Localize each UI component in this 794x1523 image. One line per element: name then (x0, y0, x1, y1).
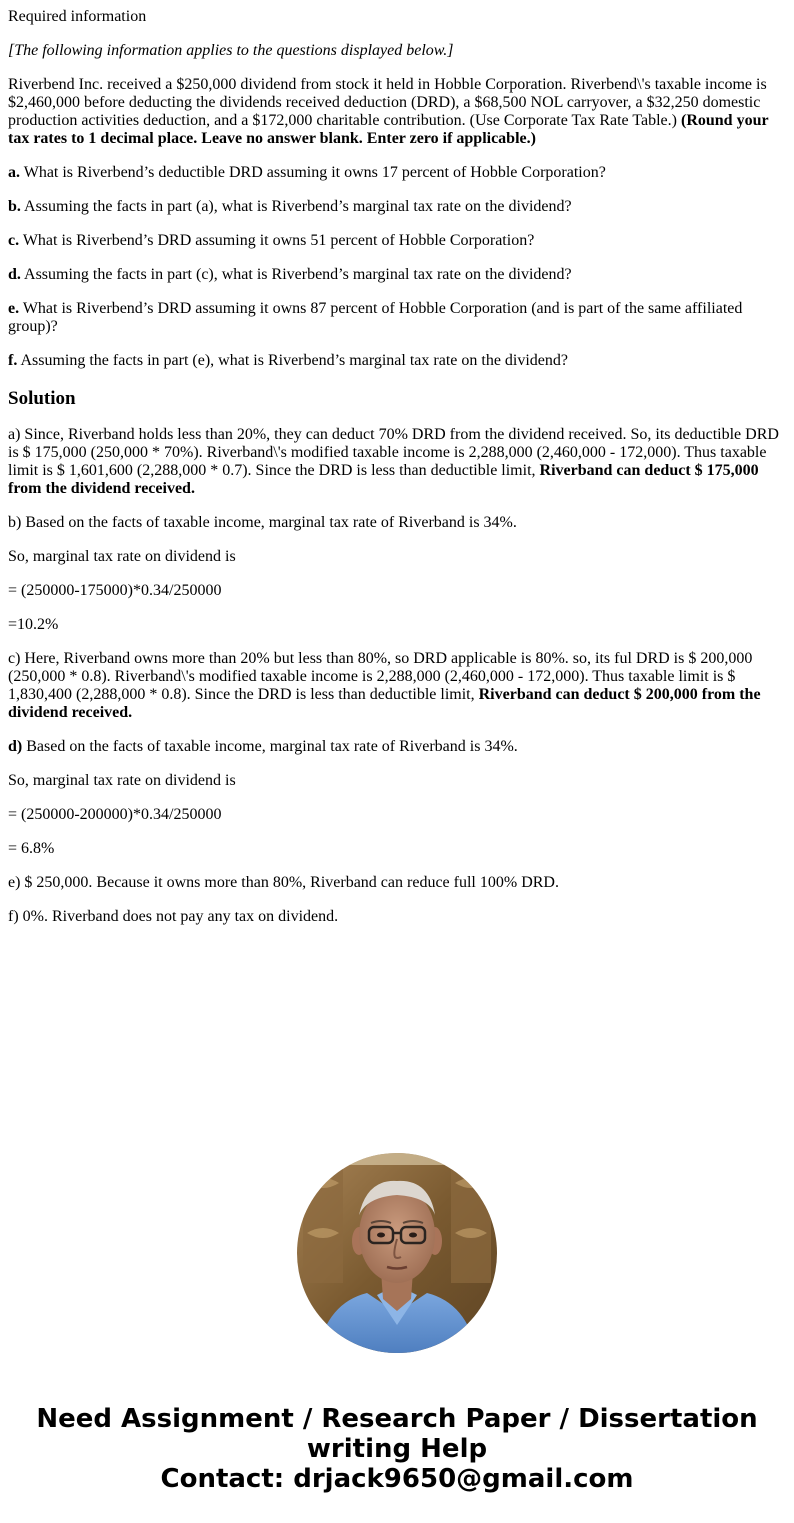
solution-a-text: a) Since, Riverband holds less than 20%, they can deduct 70% DRD from the dividend received. So, its deductible DRD is $ 175,000 (250,000 * 70%). Riverband\'s modified taxable income is 2,288,000 (2,460,000 - 172,000). Thus taxable limit is $ 1,601,600 (2,288,000 * 0.7). Since the DRD is less than deductible limit, (8, 426, 779, 479)
question-body (8, 76, 784, 148)
part-text: Assuming the facts in part (c), what is Riverbend’s marginal tax rate on the dividend? (20, 266, 572, 283)
solution-d-formula: = (250000-200000)*0.34/250000 (8, 806, 222, 823)
promo-banner (0, 1404, 794, 1494)
part-letter: d. (8, 266, 21, 283)
question-part-a (8, 164, 784, 182)
question-part-e (8, 300, 784, 336)
part-text: What is Riverbend’s DRD assuming it owns 51 percent of Hobble Corporation? (19, 232, 535, 249)
info-note-text: [The following information applies to the questions displayed below.] (8, 42, 454, 59)
question-part-f (8, 352, 784, 370)
solution-c (8, 650, 784, 722)
part-letter: b. (8, 198, 21, 215)
solution-d-line: So, marginal tax rate on dividend is (8, 772, 236, 789)
part-text: What is Riverbend’s DRD assuming it owns 87 percent of Hobble Corporation (and is part of the same affiliated group)? (8, 300, 743, 335)
solution-d-label: d) (8, 738, 23, 755)
promo-line: Need Assignment / Research Paper / Dissertation (36, 1404, 758, 1434)
solution-heading: Solution (8, 388, 76, 409)
author-avatar (297, 1153, 497, 1353)
solution-d (8, 738, 784, 756)
solution-b-line: b) Based on the facts of taxable income, marginal tax rate of Riverband is 34%. (8, 514, 517, 531)
solution-a (8, 426, 784, 498)
question-instruction: (Round your tax rates to 1 decimal place. Leave no answer blank. Enter zero if applicable.) (8, 112, 769, 147)
solution-b-formula: = (250000-175000)*0.34/250000 (8, 582, 222, 599)
promo-line: writing Help (306, 1434, 488, 1464)
question-part-d (8, 266, 784, 284)
page-content (8, 8, 784, 942)
part-letter: c. (8, 232, 20, 249)
part-text: What is Riverbend’s deductible DRD assuming it owns 17 percent of Hobble Corporation? (20, 164, 606, 181)
question-part-c (8, 232, 784, 250)
solution-c-conclusion: Riverband can deduct $ 200,000 from the dividend received. (8, 686, 761, 721)
part-text: Assuming the facts in part (a), what is Riverbend’s marginal tax rate on the dividend? (20, 198, 572, 215)
required-info-header: Required information (8, 8, 147, 25)
question-body-text: Riverbend Inc. received a $250,000 dividend from stock it held in Hobble Corporation. Riverbend\'s taxable income is $2,460,000 before deducting the dividends received deduction (DRD), a $68,500 NOL carryover, a $32,250 domestic production activities deduction, and a $172,000 charitable contribution. (Use Corporate Tax Rate Table.) (8, 76, 767, 129)
solution-c-text: c) Here, Riverband owns more than 20% but less than 80%, so DRD applicable is 80%. so, its ful DRD is $ 200,000 (250,000 * 0.8). Riverband\'s modified taxable income is 2,288,000 (2,460,000 - 172,000). Thus taxable limit is $ 1,830,400 (2,288,000 * 0.8). Since the DRD is less than deductible limit, (8, 650, 753, 703)
part-letter: f. (8, 352, 18, 369)
part-letter: a. (8, 164, 20, 181)
solution-e: e) $ 250,000. Because it owns more than 80%, Riverband can reduce full 100% DRD. (8, 874, 559, 891)
part-letter: e. (8, 300, 20, 317)
promo-contact: Contact: drjack9650@gmail.com (160, 1464, 634, 1494)
solution-b-result: =10.2% (8, 616, 59, 633)
solution-a-conclusion: Riverband can deduct $ 175,000 from the dividend received. (8, 462, 759, 497)
question-part-b (8, 198, 784, 216)
part-text: Assuming the facts in part (e), what is Riverbend’s marginal tax rate on the dividend? (17, 352, 569, 369)
info-note (8, 42, 784, 60)
solution-d-text: Based on the facts of taxable income, marginal tax rate of Riverband is 34%. (22, 738, 518, 755)
solution-f: f) 0%. Riverband does not pay any tax on dividend. (8, 908, 339, 925)
solution-d-result: = 6.8% (8, 840, 55, 857)
solution-b-line: So, marginal tax rate on dividend is (8, 548, 236, 565)
author-portrait-icon (297, 1153, 497, 1353)
